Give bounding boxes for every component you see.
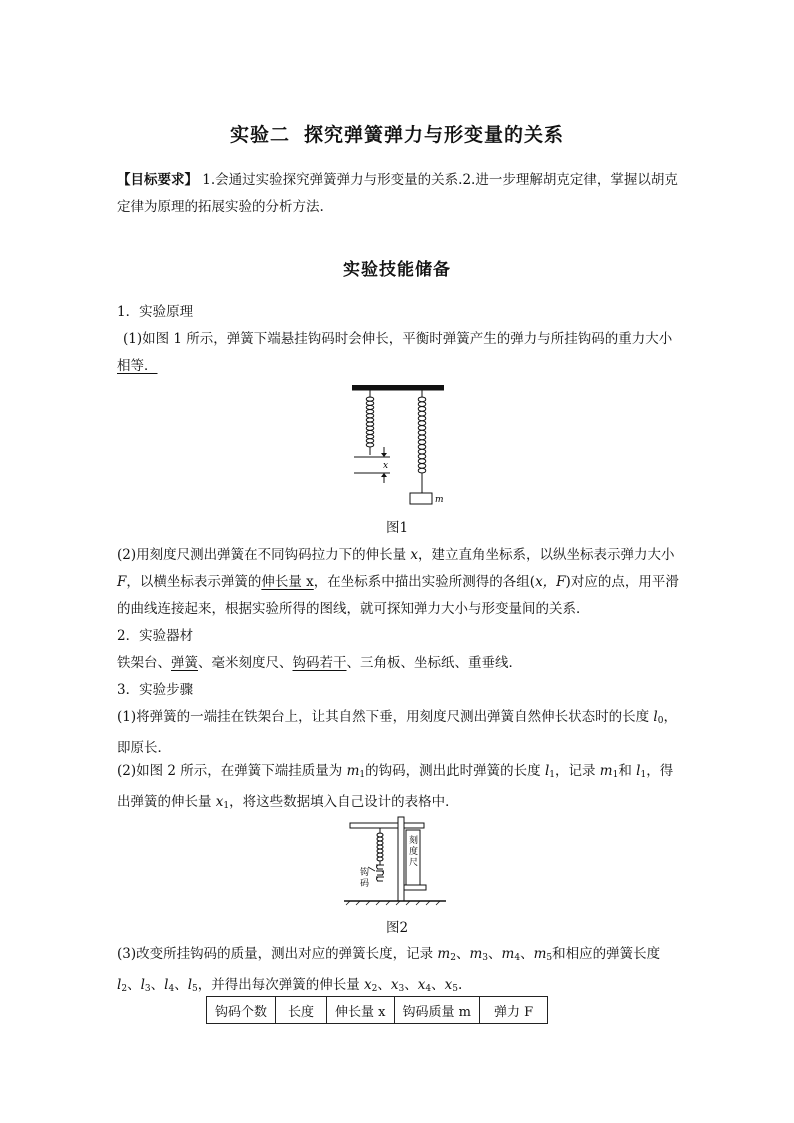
s3-p3: (3)改变所挂钩码的质量，测出对应的弹簧长度，记录 $m_2$、$m_3$、$m_4$、$m_5$和相应的弹簧长度 $l_2$、$l_3$、$l_4$、$l_5$，并得出每次弹簧的伸长量 $x_2$、$x_3$、$x_4$、$x_5$. (117, 946, 661, 994)
figure-1 (350, 385, 450, 510)
title-part2: 探究弹簧弹力与形变量的关系 (304, 124, 565, 146)
fig2-ruler-char2: 度 (409, 847, 419, 857)
fig1-caption: 图1 (385, 520, 409, 536)
fig1-spring-left (366, 390, 374, 455)
fig1-label-x: x (383, 461, 389, 471)
table-header-cell: 钩码个数 (207, 997, 276, 1024)
s3-p2: (2)如图 2 所示，在弹簧下端挂质量为 $m_1$的钩码，测出此时弹簧的长度 $l_1$，记录 $m_1$和 $l_1$，得出弹簧的伸长量 $x_1$，将这些数据填入自己设计的表格中． (117, 763, 674, 811)
fig2-base (404, 885, 426, 890)
fig2-caption: 图2 (385, 920, 409, 936)
fig2-ruler-char1: 刻 (409, 836, 419, 846)
table-header-cell: 弹力 F (479, 997, 547, 1024)
table-header-row (207, 997, 548, 1024)
fig1-spring-right (410, 390, 432, 504)
s2-text: 铁架台、弹簧、毫米刻度尺、钩码若干、三角板、坐标纸、重垂线． (117, 655, 522, 671)
s2-blank1: 弹簧 (171, 655, 198, 671)
fig2-hook-weights (376, 861, 384, 881)
fig1-ceiling (352, 385, 444, 390)
fig2-stand (398, 817, 404, 901)
table-header-cell: 长度 (276, 997, 327, 1024)
data-table (206, 996, 548, 1024)
s1-p2: (2)用刻度尺测出弹簧在不同钩码拉力下的伸长量 x，建立直角坐标系，以纵坐标表示弹力大小 F，以横坐标表示弹簧的伸长量 x，在坐标系中描出实验所测得的各组(x，F)对应的点，用平滑的曲线连接起来，根据实验所得的图线，就可探知弹力大小与形变量间的关系． (117, 547, 679, 617)
fig2-hook-char2: 码 (360, 879, 370, 889)
fig2-hook-char1: 钩 (360, 868, 370, 878)
s3-heading: 3．实验步骤 (117, 682, 194, 698)
s1-p2-blank: 伸长量 x (261, 574, 314, 590)
title-part1: 实验二 (229, 124, 290, 146)
s1-p1 (117, 326, 682, 380)
goal-paragraph (117, 167, 682, 221)
fig1-label-m: m (435, 495, 444, 505)
fig2-ruler-char3: 尺 (409, 858, 419, 868)
s1-heading: 1．实验原理 (117, 304, 194, 320)
fig2-arm (350, 823, 424, 828)
page-title (0, 120, 794, 147)
table-header-cell: 伸长量 x (327, 997, 394, 1024)
s1-p1-text: (1)如图 1 所示，弹簧下端悬挂钩码时会伸长，平衡时弹簧产生的弹力与所挂钩码的重力大小 (123, 331, 673, 347)
goal-text: 1.会通过实验探究弹簧弹力与形变量的关系.2.进一步理解胡克定律，掌握以胡克定律为原理的拓展实验的分析方法. (117, 172, 678, 215)
goal-label: 【目标要求】 (117, 172, 198, 188)
s2-blank2: 钩码若干 (292, 655, 347, 671)
figure-2 (342, 815, 452, 907)
table-header-cell: 钩码质量 m (394, 997, 479, 1024)
s3-p1: (1)将弹簧的一端挂在铁架台上，让其自然下垂，用刻度尺测出弹簧自然伸长状态时的长度 $l_0$，即原长． (117, 709, 677, 756)
s2-heading: 2．实验器材 (117, 628, 194, 644)
s1-p1-blank: 相等． (117, 358, 158, 374)
fig2-spring (377, 828, 383, 861)
fig1-weight (410, 493, 432, 504)
section-title: 实验技能储备 (343, 260, 451, 280)
